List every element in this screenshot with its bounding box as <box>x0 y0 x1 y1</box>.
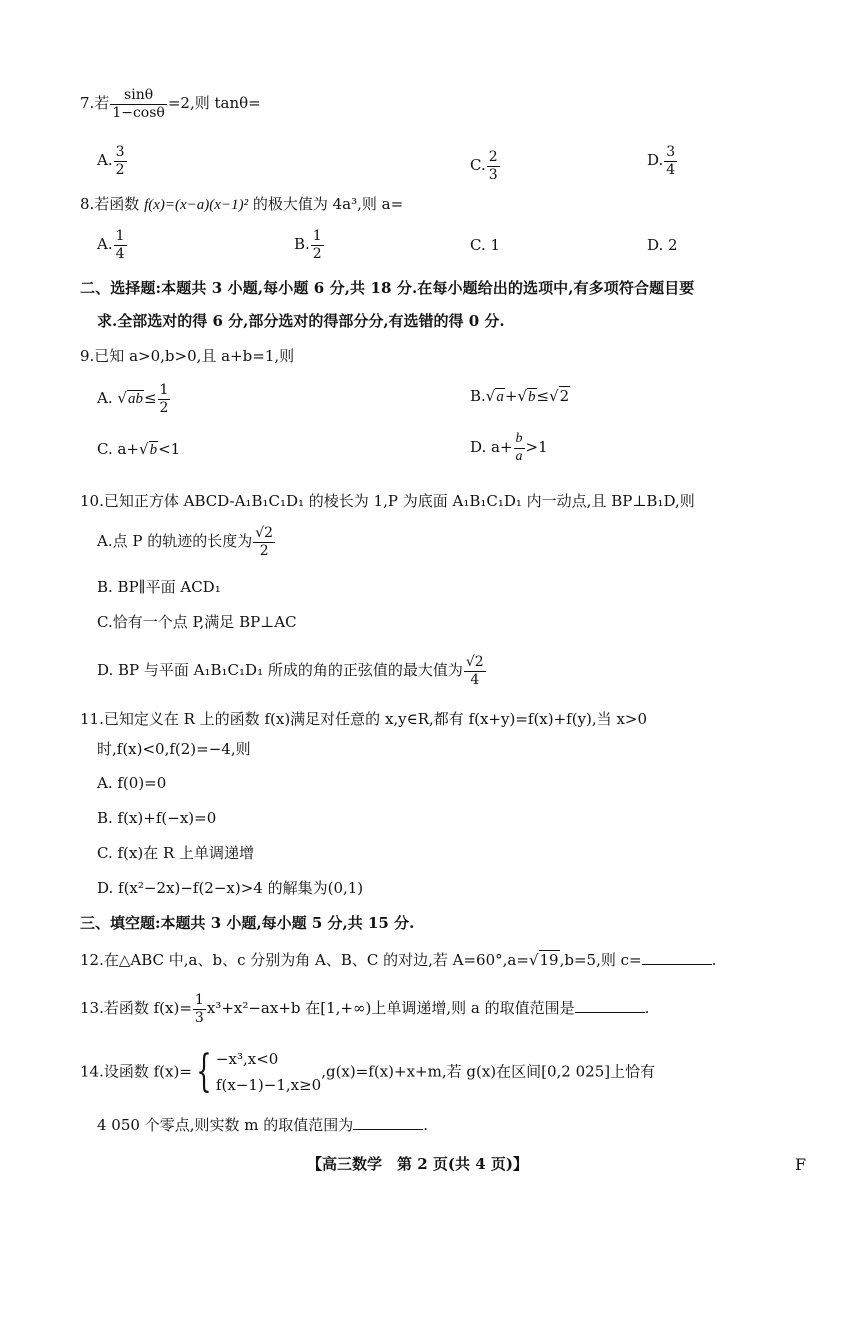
q9-stem: 9.已知 a>0,b>0,且 a+b=1,则 <box>80 347 295 365</box>
q9-option-c: C. a+√b<1 <box>97 440 181 458</box>
q12-answer-blank[interactable] <box>642 952 712 965</box>
q14-stem-line2: 4 050 个零点,则实数 m 的取值范围为 . <box>97 1116 429 1134</box>
q14-stem: 14.设函数 f(x)={ −x³,x<0 f(x−1)−1,x≥0 ,g(x)=f(x)+x+m,若 g(x)在区间[0,2 025]上恰有 <box>80 1046 656 1098</box>
q7-fraction: $\frac{\sin\theta}{1-\cos\theta}$ <box>112 87 165 121</box>
q13-answer-blank[interactable] <box>575 1000 645 1013</box>
q10-option-b: B. BP∥平面 ACD₁ <box>97 578 221 596</box>
q11-option-b: B. f(x)+f(−x)=0 <box>97 809 217 827</box>
page-footer: 【高三数学 第 2 页(共 4 页)】 <box>307 1155 528 1173</box>
q12-stem: 12.在△ABC 中,a、b、c 分别为角 A、B、C 的对边,若 A=60°,a=√19,b=5,则 c= . <box>80 951 717 969</box>
q10-option-a: A.点 P 的轨迹的长度为 $\frac{√2}{2}$ <box>97 525 274 559</box>
q7-num: 7. <box>80 94 95 113</box>
section3-heading: 三、填空题:本题共 3 小题,每小题 5 分,共 15 分. <box>80 914 415 932</box>
q9-option-d: D. a+ $\frac{b}{a}$ >1 <box>470 431 548 464</box>
paper-version-mark: F <box>795 1155 807 1174</box>
q8-stem: 8.若函数 f(x)=(x−a)(x−1)² 的极大值为 4a³,则 a= <box>80 195 404 213</box>
q14-piecewise: −x³,x<0 f(x−1)−1,x≥0 <box>215 1050 322 1095</box>
q10-option-d: D. BP 与平面 A₁B₁C₁D₁ 所成的角的正弦值的最大值为 $\frac{√2}{4}$ <box>97 654 484 688</box>
q9-option-a: A. √ab≤ $\frac{1}{2}$ <box>97 382 169 416</box>
q11-stem-line2: 时,f(x)<0,f(2)=−4,则 <box>97 740 251 758</box>
q8-option-c: C. 1 <box>470 236 501 254</box>
q14-brace: { <box>196 1046 212 1098</box>
q8-option-d: D. 2 <box>647 236 678 254</box>
q7-option-c: C. $\frac{2}{3}$ <box>470 149 498 183</box>
q7-option-a: A. $\frac{3}{2}$ <box>97 144 125 178</box>
q7-stem: 7.若 $\frac{\sin\theta}{1-\cos\theta}$ =2,则 tanθ= <box>80 87 261 121</box>
q13-stem: 13.若函数 f(x)= $\frac{1}{3}$ x³+x²−ax+b 在[1,+∞)上单调递增,则 a 的取值范围是 . <box>80 992 650 1026</box>
q7-option-d: D. $\frac{3}{4}$ <box>647 144 676 178</box>
q11-option-d: D. f(x²−2x)−f(2−x)>4 的解集为(0,1) <box>97 879 364 897</box>
q11-option-c: C. f(x)在 R 上单调递增 <box>97 844 255 862</box>
q10-stem: 10.已知正方体 ABCD-A₁B₁C₁D₁ 的棱长为 1,P 为底面 A₁B₁C₁D₁ 内一动点,且 BP⊥B₁D,则 <box>80 492 695 510</box>
q11-option-a: A. f(0)=0 <box>97 774 167 792</box>
section2-line1: 二、选择题:本题共 3 小题,每小题 6 分,共 18 分.在每小题给出的选项中,有多项符合题目要 <box>80 279 695 297</box>
q9-option-b: B.√a+√b≤√2 <box>470 387 570 405</box>
q10-option-c: C.恰有一个点 P,满足 BP⊥AC <box>97 613 297 631</box>
q8-option-a: A. $\frac{1}{4}$ <box>97 228 125 262</box>
q11-stem-line1: 11.已知定义在 R 上的函数 f(x)满足对任意的 x,y∈R,都有 f(x+y)=f(x)+f(y),当 x>0 <box>80 710 648 728</box>
section2-line2: 求.全部选对的得 6 分,部分选对的得部分分,有选错的得 0 分. <box>97 312 505 330</box>
q8-option-b: B. $\frac{1}{2}$ <box>294 228 322 262</box>
q14-answer-blank[interactable] <box>353 1117 423 1130</box>
